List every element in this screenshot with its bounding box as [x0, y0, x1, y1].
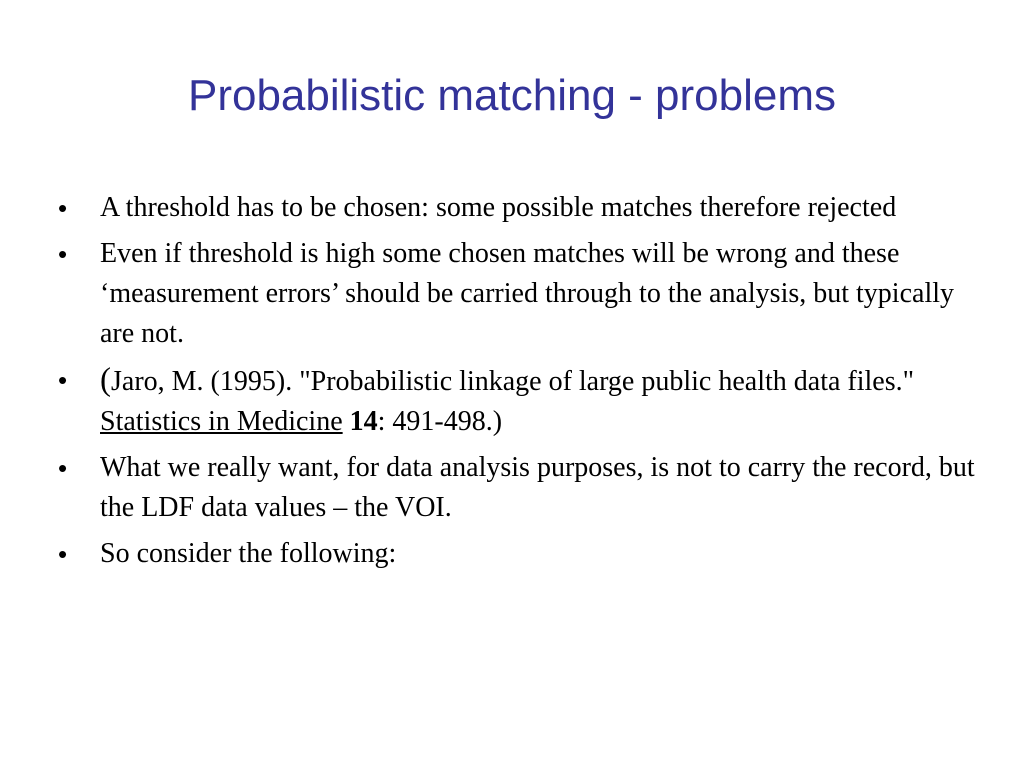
bullet-text: A threshold has to be chosen: some possible matches therefore rejected [100, 192, 897, 223]
bullet-item-threshold [56, 188, 976, 228]
bullet-item-consider [56, 534, 976, 574]
slide-title: Probabilistic matching - problems [187, 71, 837, 120]
bullet-text: What we really want, for data analysis purposes, is not to carry the record, but the LDF data values – the VOI. [100, 452, 975, 523]
bullet-icon: • [58, 365, 68, 395]
bullet-text: So consider the following: [100, 538, 397, 569]
bullet-icon: • [58, 453, 68, 483]
bullet-icon: • [58, 193, 68, 223]
citation-text: Jaro, M. (1995). "Probabilistic linkage of large public health data files." [111, 366, 915, 397]
bullet-icon: • [58, 539, 68, 569]
bullet-item-measurement-errors [56, 234, 976, 354]
citation-volume: 14 [349, 406, 378, 437]
bullet-list [56, 188, 976, 580]
citation-open-paren: ( [100, 362, 111, 398]
citation-pages: : 491-498.) [377, 406, 503, 437]
bullet-icon: • [58, 239, 68, 269]
citation-journal: Statistics in Medicine [100, 406, 343, 437]
bullet-item-citation [56, 360, 976, 442]
bullet-text: Even if threshold is high some chosen matches will be wrong and these ‘measurement errors’ should be carried through to the analysis, but typically are not. [100, 238, 954, 349]
citation-space [343, 406, 350, 437]
bullet-item-data-values [56, 448, 976, 528]
